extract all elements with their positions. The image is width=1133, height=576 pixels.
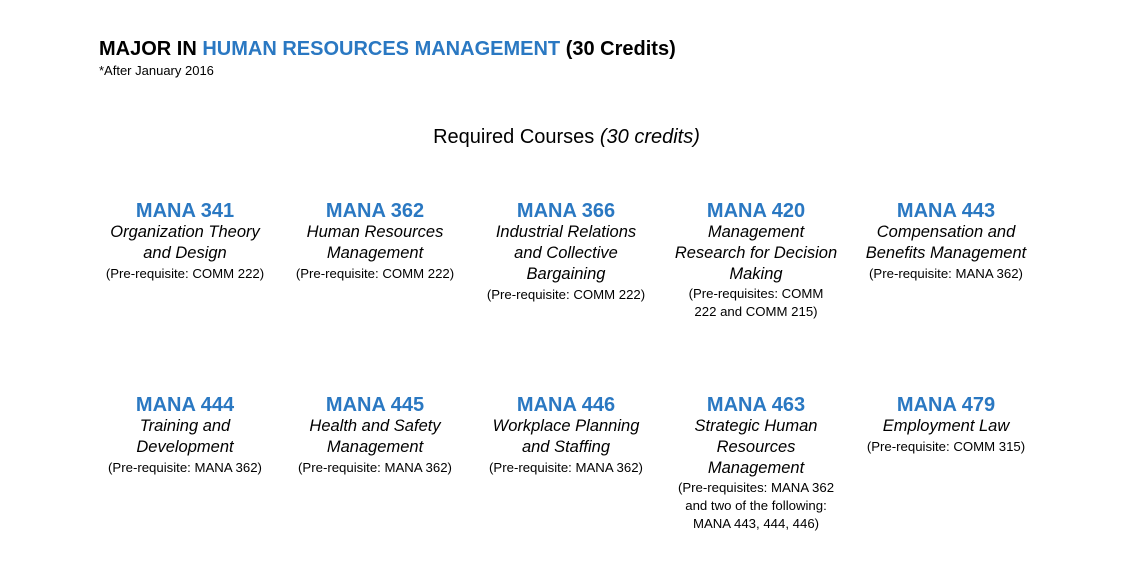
course-code: MANA 444 xyxy=(135,394,235,416)
course-card-mana-362 xyxy=(280,200,470,283)
course-prereq: (Pre-requisites: COMM 222 and COMM 215) xyxy=(688,286,824,319)
section-credits: (30 credits) xyxy=(599,126,700,148)
course-code: MANA 362 xyxy=(325,200,425,222)
course-code: MANA 341 xyxy=(135,200,235,222)
course-card-mana-479 xyxy=(851,394,1041,456)
course-prereq: (Pre-requisite: COMM 222) xyxy=(295,266,455,281)
course-code: MANA 446 xyxy=(516,394,616,416)
course-prereq: (Pre-requisites: MANA 362 and two of the following: MANA 443, 444, 446) xyxy=(677,480,835,531)
course-name: Training and Development xyxy=(136,417,234,456)
title-suffix: (30 Credits) xyxy=(560,38,676,60)
course-code: MANA 420 xyxy=(706,200,806,222)
course-code: MANA 443 xyxy=(896,200,996,222)
course-prereq: (Pre-requisite: COMM 315) xyxy=(866,439,1026,454)
course-name: Employment Law xyxy=(882,417,1010,435)
course-name: Compensation and Benefits Management xyxy=(865,223,1027,262)
section-heading xyxy=(0,125,1133,149)
course-name: Human Resources Management xyxy=(306,223,444,262)
course-card-mana-341 xyxy=(90,200,280,283)
course-name: Health and Safety Management xyxy=(309,417,441,456)
section-heading-text: Required Courses xyxy=(433,126,600,148)
course-code: MANA 366 xyxy=(516,200,616,222)
course-card-mana-463 xyxy=(661,394,851,533)
course-name: Industrial Relations and Collective Bargaining xyxy=(495,223,637,283)
course-name: Strategic Human Resources Management xyxy=(694,417,818,477)
course-card-mana-446 xyxy=(471,394,661,477)
course-code: MANA 479 xyxy=(896,394,996,416)
course-prereq: (Pre-requisite: MANA 362) xyxy=(108,460,262,475)
course-card-mana-366 xyxy=(471,200,661,304)
course-code: MANA 463 xyxy=(706,394,806,416)
title-prefix: MAJOR IN xyxy=(99,38,203,60)
page-title xyxy=(99,37,676,61)
page-subtitle: *After January 2016 xyxy=(99,63,214,78)
title-accent: HUMAN RESOURCES MANAGEMENT xyxy=(202,38,561,60)
course-name: Workplace Planning and Staffing xyxy=(492,417,640,456)
course-prereq: (Pre-requisite: COMM 222) xyxy=(486,287,646,302)
page-header xyxy=(99,37,676,79)
course-card-mana-420 xyxy=(661,200,851,321)
course-card-mana-445 xyxy=(280,394,470,477)
course-prereq: (Pre-requisite: COMM 222) xyxy=(105,266,265,281)
course-prereq: (Pre-requisite: MANA 362) xyxy=(298,460,452,475)
course-card-mana-443 xyxy=(851,200,1041,283)
course-prereq: (Pre-requisite: MANA 362) xyxy=(489,460,643,475)
course-name: Organization Theory and Design xyxy=(110,223,260,262)
course-code: MANA 445 xyxy=(325,394,425,416)
course-prereq: (Pre-requisite: MANA 362) xyxy=(869,266,1023,281)
course-card-mana-444 xyxy=(90,394,280,477)
course-name: Management Research for Decision Making xyxy=(674,223,838,283)
